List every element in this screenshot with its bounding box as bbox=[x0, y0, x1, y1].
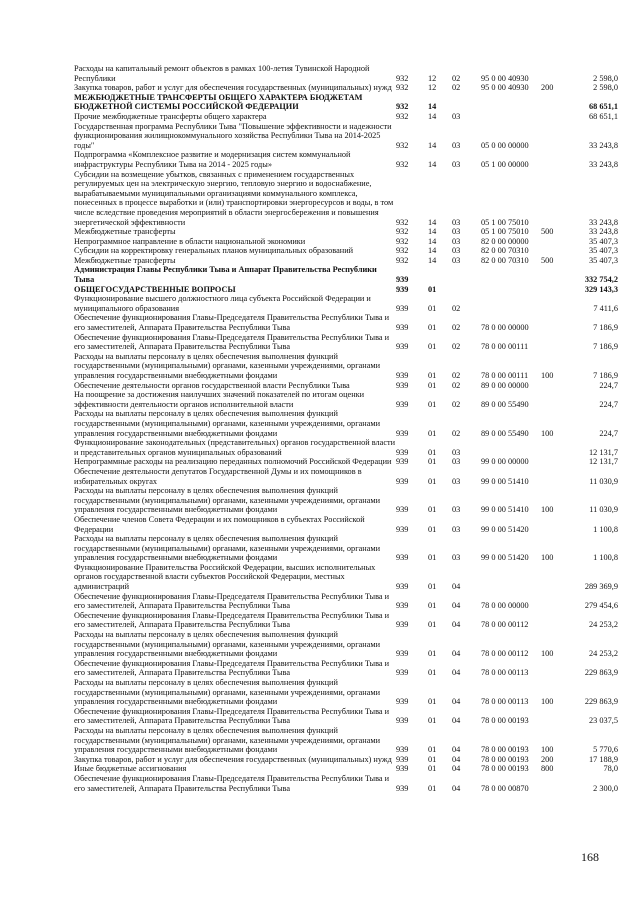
row-section: 14 bbox=[428, 111, 437, 121]
row-section: 01 bbox=[428, 716, 437, 726]
table-row bbox=[74, 534, 618, 563]
row-subsection bbox=[452, 93, 481, 112]
row-sum: 224,7 bbox=[599, 428, 618, 438]
row-grbs: 932 bbox=[396, 140, 409, 150]
row-subsection bbox=[452, 265, 481, 284]
row-section: 01 bbox=[428, 582, 437, 592]
row-sum: 17 188,9 bbox=[588, 754, 618, 764]
row-grbs: 939 bbox=[396, 553, 409, 563]
row-expense-type bbox=[541, 515, 569, 534]
row-subsection: 02 bbox=[452, 303, 461, 313]
table-row bbox=[74, 313, 618, 332]
table-row bbox=[74, 256, 618, 266]
row-subsection: 04 bbox=[452, 697, 461, 707]
row-target-article: 05 1 00 00000 bbox=[481, 159, 529, 169]
row-subsection: 03 bbox=[452, 159, 461, 169]
row-subsection: 03 bbox=[452, 111, 461, 121]
page-number: 168 bbox=[581, 850, 599, 864]
table-row bbox=[74, 592, 618, 611]
row-name: Расходы на выплаты персоналу в целях обеспечения выполнения функций государственными (муниципальными) органами, казенными учреждениями, органами управления государственными внебюджетными фондами bbox=[74, 486, 381, 515]
row-grbs: 939 bbox=[396, 620, 409, 630]
row-subsection: 03 bbox=[452, 524, 461, 534]
row-target-article: 78 0 00 00112 bbox=[481, 649, 529, 659]
row-target-article bbox=[481, 294, 541, 313]
row-sum: 33 243,8 bbox=[588, 217, 618, 227]
row-name: Закупка товаров, работ и услуг для обеспечения государственных (муниципальных) нужд bbox=[74, 83, 392, 93]
row-sum: 12 131,7 bbox=[588, 457, 618, 467]
row-expense-type bbox=[541, 438, 569, 457]
row-section: 01 bbox=[428, 697, 437, 707]
row-target-article: 78 0 00 00193 bbox=[481, 754, 529, 764]
row-sum: 7 186,9 bbox=[593, 371, 618, 380]
row-sum: 12 131,7 bbox=[588, 447, 618, 457]
row-name: Обеспечение функционирования Главы-Председателя Правительства Республики Тыва и его заместителей, Аппарата Правительства Республики Тыва bbox=[74, 591, 390, 611]
row-expense-type bbox=[541, 265, 569, 284]
table-row bbox=[74, 150, 618, 169]
row-grbs: 939 bbox=[396, 697, 409, 707]
row-target-article: 89 0 00 55490 bbox=[481, 399, 529, 409]
row-subsection: 03 bbox=[452, 236, 461, 246]
budget-table-body bbox=[74, 64, 618, 793]
row-section: 12 bbox=[428, 83, 437, 93]
row-expense-type bbox=[541, 467, 569, 486]
row-subsection: 04 bbox=[452, 745, 461, 755]
row-target-article bbox=[481, 93, 541, 112]
table-row bbox=[74, 659, 618, 678]
row-grbs: 939 bbox=[396, 275, 409, 285]
row-expense-type bbox=[541, 390, 569, 409]
row-section: 01 bbox=[428, 284, 437, 294]
row-grbs: 939 bbox=[396, 428, 409, 438]
row-target-article: 78 0 00 00193 bbox=[481, 764, 529, 774]
row-section: 01 bbox=[428, 764, 437, 774]
table-row bbox=[74, 764, 618, 774]
row-name: Государственная программа Республики Тыва "Повышение эффективности и надежности функционирования жилищнокоммунального хозяйства Республики Тыва на 2014-2025 годы" bbox=[74, 121, 392, 150]
row-sum: 332 754,2 bbox=[584, 275, 618, 285]
table-row bbox=[74, 122, 618, 151]
row-expense-type bbox=[541, 285, 569, 295]
row-expense-type: 100 bbox=[541, 697, 554, 707]
row-section: 14 bbox=[428, 236, 437, 246]
row-expense-type bbox=[541, 774, 569, 793]
row-grbs: 939 bbox=[396, 284, 409, 294]
table-row bbox=[74, 630, 618, 659]
row-section: 14 bbox=[428, 217, 437, 227]
row-name: Расходы на выплаты персоналу в целях обеспечения выполнения функций государственными (муниципальными) органами, казенными учреждениями, органами управления государственными внебюджетными фондами bbox=[74, 630, 381, 659]
row-subsection: 04 bbox=[452, 601, 461, 611]
row-grbs: 939 bbox=[396, 716, 409, 726]
row-expense-type: 100 bbox=[541, 371, 554, 380]
row-name: Непрограммные расходы на реализацию переданных полномочий Российской Федерации bbox=[74, 457, 392, 467]
row-target-article: 89 0 00 55490 bbox=[481, 428, 529, 438]
row-name: Обеспечение функционирования Главы-Председателя Правительства Республики Тыва и его заместителей, Аппарата Правительства Республики Тыва bbox=[74, 332, 390, 352]
table-row bbox=[74, 237, 618, 247]
row-section: 01 bbox=[428, 428, 437, 438]
row-sum: 289 369,9 bbox=[584, 582, 618, 592]
table-row bbox=[74, 390, 618, 409]
table-row bbox=[74, 563, 618, 592]
row-subsection: 02 bbox=[452, 428, 461, 438]
row-name: Обеспечение деятельности депутатов Государственной Думы и их помощников в избирательных округах bbox=[74, 466, 362, 486]
row-grbs: 932 bbox=[396, 83, 409, 93]
row-target-article: 89 0 00 00000 bbox=[481, 380, 529, 390]
row-target-article: 99 0 00 51410 bbox=[481, 505, 529, 515]
row-section: 01 bbox=[428, 783, 437, 793]
row-section: 14 bbox=[428, 227, 437, 237]
row-section: 01 bbox=[428, 371, 437, 380]
row-subsection: 03 bbox=[452, 457, 461, 467]
row-subsection: 02 bbox=[452, 73, 461, 83]
row-grbs: 932 bbox=[396, 73, 409, 83]
row-grbs: 939 bbox=[396, 399, 409, 409]
table-row bbox=[74, 93, 618, 112]
row-expense-type: 200 bbox=[541, 83, 554, 93]
row-target-article: 95 0 00 40930 bbox=[481, 73, 529, 83]
row-expense-type: 100 bbox=[541, 553, 554, 563]
row-sum: 5 770,6 bbox=[593, 745, 618, 755]
row-grbs: 939 bbox=[396, 371, 409, 380]
row-section: 01 bbox=[428, 399, 437, 409]
table-row bbox=[74, 678, 618, 707]
table-row bbox=[74, 755, 618, 765]
row-expense-type bbox=[541, 237, 569, 247]
row-sum: 7 186,9 bbox=[593, 342, 618, 352]
row-target-article: 78 0 00 00000 bbox=[481, 323, 529, 333]
table-row bbox=[74, 83, 618, 93]
row-name: Расходы на выплаты персоналу в целях обеспечения выполнения функций государственными (муниципальными) органами, казенными учреждениями, органами управления государственными внебюджетными фондами bbox=[74, 678, 381, 707]
row-target-article: 95 0 00 40930 bbox=[481, 83, 529, 93]
row-grbs: 932 bbox=[396, 246, 409, 256]
row-name: Межбюджетные трансферты bbox=[74, 255, 176, 265]
row-section: 01 bbox=[428, 601, 437, 611]
row-section: 14 bbox=[428, 159, 437, 169]
row-subsection: 04 bbox=[452, 620, 461, 630]
row-target-article: 99 0 00 00000 bbox=[481, 457, 529, 467]
row-expense-type bbox=[541, 64, 569, 83]
row-section: 01 bbox=[428, 457, 437, 467]
row-expense-type bbox=[541, 112, 569, 122]
row-section: 01 bbox=[428, 754, 437, 764]
row-name: Субсидии на корректировку генеральных планов муниципальных образований bbox=[74, 246, 354, 256]
row-sum: 33 243,8 bbox=[588, 159, 618, 169]
row-grbs: 939 bbox=[396, 668, 409, 678]
row-target-article: 99 0 00 51410 bbox=[481, 476, 529, 486]
row-section: 12 bbox=[428, 73, 437, 83]
row-grbs: 939 bbox=[396, 380, 409, 390]
row-name: Расходы на выплаты персоналу в целях обеспечения выполнения функций государственными (муниципальными) органами, казенными учреждениями, органами управления государственными внебюджетными фондами bbox=[74, 725, 381, 755]
row-section: 01 bbox=[428, 620, 437, 630]
row-subsection: 03 bbox=[452, 447, 461, 457]
row-expense-type bbox=[541, 563, 569, 592]
row-section: 14 bbox=[428, 255, 437, 265]
row-expense-type bbox=[541, 150, 569, 169]
row-target-article: 78 0 00 00113 bbox=[481, 697, 529, 707]
row-subsection: 04 bbox=[452, 668, 461, 678]
row-section: 01 bbox=[428, 342, 437, 352]
row-sum: 279 454,6 bbox=[584, 601, 618, 611]
row-name: Расходы на капитальный ремонт объектов в рамках 100-летия Тувинской Народной Республики bbox=[74, 64, 370, 83]
row-expense-type bbox=[541, 122, 569, 151]
row-grbs: 932 bbox=[396, 255, 409, 265]
row-subsection: 04 bbox=[452, 783, 461, 793]
row-section: 01 bbox=[428, 524, 437, 534]
row-target-article: 78 0 00 00193 bbox=[481, 716, 529, 726]
row-section: 01 bbox=[428, 380, 437, 390]
row-section: 01 bbox=[428, 668, 437, 678]
row-subsection: 04 bbox=[452, 764, 461, 774]
row-sum: 24 253,2 bbox=[588, 620, 618, 630]
row-grbs: 939 bbox=[396, 754, 409, 764]
row-sum: 35 407,3 bbox=[588, 236, 618, 246]
table-row bbox=[74, 438, 618, 457]
row-section: 01 bbox=[428, 303, 437, 313]
row-sum: 23 037,5 bbox=[588, 716, 618, 726]
row-grbs: 939 bbox=[396, 447, 409, 457]
table-row bbox=[74, 707, 618, 726]
row-name: Иные бюджетные ассигнования bbox=[74, 764, 187, 774]
row-subsection: 03 bbox=[452, 476, 461, 486]
row-sum: 2 598,0 bbox=[593, 83, 618, 93]
table-row bbox=[74, 265, 618, 284]
row-subsection: 03 bbox=[452, 217, 461, 227]
row-target-article: 05 0 00 00000 bbox=[481, 140, 529, 150]
row-grbs: 939 bbox=[396, 342, 409, 352]
row-grbs: 939 bbox=[396, 524, 409, 534]
table-row bbox=[74, 246, 618, 256]
row-sum: 1 100,8 bbox=[593, 553, 618, 563]
row-name: Расходы на выплаты персоналу в целях обеспечения выполнения функций государственными (муниципальными) органами, казенными учреждениями, органами управления государственными внебюджетными фондами bbox=[74, 409, 381, 438]
row-subsection: 02 bbox=[452, 323, 461, 333]
table-row bbox=[74, 467, 618, 486]
row-sum: 11 030,9 bbox=[589, 476, 618, 486]
row-name: Подпрограмма «Комплексное развитие и модернизация систем коммунальной инфраструктуры Республики Тыва на 2014 - 2025 годы» bbox=[74, 150, 351, 169]
row-sum: 7 186,9 bbox=[593, 323, 618, 333]
row-grbs: 939 bbox=[396, 582, 409, 592]
table-row bbox=[74, 285, 618, 295]
row-target-article: 99 0 00 51420 bbox=[481, 553, 529, 563]
row-name: Непрограммное направление в области национальной экономики bbox=[74, 236, 306, 246]
row-section: 01 bbox=[428, 649, 437, 659]
row-name: Межбюджетные трансферты bbox=[74, 227, 176, 237]
row-expense-type bbox=[541, 246, 569, 256]
table-row bbox=[74, 774, 618, 793]
row-sum: 224,7 bbox=[599, 399, 618, 409]
row-subsection bbox=[452, 285, 481, 295]
row-name: Функционирование высшего должностного лица субъекта Российской Федерации и муниципального образования bbox=[74, 294, 371, 313]
row-grbs: 939 bbox=[396, 476, 409, 486]
row-sum: 68 651,1 bbox=[588, 111, 618, 121]
row-target-article: 78 0 00 00111 bbox=[481, 342, 529, 352]
row-expense-type: 800 bbox=[541, 764, 554, 774]
row-name: Закупка товаров, работ и услуг для обеспечения государственных (муниципальных) нужд bbox=[74, 754, 392, 764]
row-grbs: 939 bbox=[396, 457, 409, 467]
row-subsection: 03 bbox=[452, 227, 461, 237]
row-expense-type: 100 bbox=[541, 745, 554, 755]
row-subsection: 04 bbox=[452, 582, 461, 592]
row-name: Расходы на выплаты персоналу в целях обеспечения выполнения функций государственными (муниципальными) органами, казенными учреждениями, органами управления государственными внебюджетными фондами bbox=[74, 534, 381, 563]
row-sum: 68 651,1 bbox=[588, 102, 618, 112]
row-target-article: 99 0 00 51420 bbox=[481, 524, 529, 534]
row-subsection: 04 bbox=[452, 649, 461, 659]
row-sum: 229 863,9 bbox=[584, 697, 618, 707]
row-subsection: 02 bbox=[452, 380, 461, 390]
row-target-article: 78 0 00 00112 bbox=[481, 620, 529, 630]
row-grbs: 939 bbox=[396, 745, 409, 755]
row-name: Обеспечение функционирования Главы-Председателя Правительства Республики Тыва и его заместителей, Аппарата Правительства Республики Тыва bbox=[74, 313, 390, 333]
row-grbs: 939 bbox=[396, 783, 409, 793]
row-name: Обеспечение функционирования Главы-Председателя Правительства Республики Тыва и его заместителей, Аппарата Правительства Республики Тыва bbox=[74, 706, 390, 726]
table-row bbox=[74, 227, 618, 237]
row-subsection: 03 bbox=[452, 246, 461, 256]
row-target-article: 78 0 00 00113 bbox=[481, 668, 529, 678]
row-name: Обеспечение функционирования Главы-Председателя Правительства Республики Тыва и его заместителей, Аппарата Правительства Республики Тыва bbox=[74, 658, 390, 678]
row-target-article: 78 0 00 00111 bbox=[481, 371, 529, 380]
row-grbs: 932 bbox=[396, 159, 409, 169]
row-sum: 224,7 bbox=[599, 380, 618, 390]
row-expense-type bbox=[541, 294, 569, 313]
row-name: ОБЩЕГОСУДАРСТВЕННЫЕ ВОПРОСЫ bbox=[74, 284, 236, 294]
row-target-article: 78 0 00 00193 bbox=[481, 745, 529, 755]
row-target-article bbox=[481, 438, 541, 457]
table-row bbox=[74, 352, 618, 381]
row-subsection: 03 bbox=[452, 505, 461, 515]
table-row bbox=[74, 409, 618, 438]
table-row bbox=[74, 457, 618, 467]
row-grbs: 939 bbox=[396, 323, 409, 333]
row-sum: 2 300,0 bbox=[593, 783, 618, 793]
row-expense-type bbox=[541, 313, 569, 332]
row-target-article: 05 1 00 75010 bbox=[481, 227, 529, 237]
table-row bbox=[74, 294, 618, 313]
row-grbs: 939 bbox=[396, 764, 409, 774]
table-row bbox=[74, 515, 618, 534]
row-sum: 24 253,2 bbox=[588, 649, 618, 659]
row-grbs: 939 bbox=[396, 303, 409, 313]
row-expense-type bbox=[541, 457, 569, 467]
row-subsection: 04 bbox=[452, 754, 461, 764]
row-sum: 33 243,8 bbox=[588, 227, 618, 237]
row-expense-type bbox=[541, 93, 569, 112]
row-section bbox=[428, 265, 452, 284]
row-name: Расходы на выплаты персоналу в целях обеспечения выполнения функций государственными (муниципальными) органами, казенными учреждениями, органами управления государственными внебюджетными фондами bbox=[74, 351, 381, 380]
row-subsection: 03 bbox=[452, 553, 461, 563]
row-sum: 35 407,3 bbox=[588, 246, 618, 256]
row-grbs: 939 bbox=[396, 505, 409, 515]
row-name: Обеспечение функционирования Главы-Председателя Правительства Республики Тыва и его заместителей, Аппарата Правительства Республики Тыва bbox=[74, 610, 390, 630]
row-sum: 7 411,6 bbox=[593, 303, 618, 313]
row-name: Обеспечение деятельности органов государственной власти Республики Тыва bbox=[74, 380, 350, 390]
row-sum: 33 243,8 bbox=[588, 140, 618, 150]
row-grbs: 932 bbox=[396, 227, 409, 237]
row-expense-type bbox=[541, 611, 569, 630]
row-target-article bbox=[481, 285, 541, 295]
table-row bbox=[74, 381, 618, 391]
table-row bbox=[74, 611, 618, 630]
row-section: 14 bbox=[428, 246, 437, 256]
row-target-article: 78 0 00 00000 bbox=[481, 601, 529, 611]
row-sum: 1 100,8 bbox=[593, 524, 618, 534]
row-expense-type bbox=[541, 592, 569, 611]
row-name: Субсидии на возмещение убытков, связанных с применением государственных регулируемых цен на электрическую энергию, тепловую энергию и водоснабжение, вырабатываемыми муниципальными организациями коммунального комплекса, понесенных в процессе выработки и (или) транспортировки энергоресурсов и воды, в том числе вследствие проведения мероприятий в области энергосбережения и повышения энергетической эффективности bbox=[74, 169, 394, 227]
row-grbs: 932 bbox=[396, 102, 409, 112]
row-expense-type: 200 bbox=[541, 754, 554, 764]
row-section: 01 bbox=[428, 476, 437, 486]
row-section: 14 bbox=[428, 102, 437, 112]
row-name: Обеспечение функционирования Главы-Председателя Правительства Республики Тыва и его заместителей, Аппарата Правительства Республики Тыва bbox=[74, 773, 390, 793]
row-subsection: 02 bbox=[452, 342, 461, 352]
row-expense-type: 100 bbox=[541, 428, 554, 438]
row-expense-type: 100 bbox=[541, 649, 554, 659]
row-section: 01 bbox=[428, 323, 437, 333]
row-expense-type: 500 bbox=[541, 255, 554, 265]
row-name: На поощрение за достижения наилучших значений показателей по итогам оценки эффективности деятельности органов исполнительной власти bbox=[74, 390, 365, 409]
row-subsection: 02 bbox=[452, 83, 461, 93]
row-expense-type bbox=[541, 170, 569, 228]
row-subsection: 04 bbox=[452, 716, 461, 726]
row-name: Функционирование законодательных (представительных) органов государственной власти и представительных органов муниципальных образований bbox=[74, 438, 396, 457]
row-sum: 78,0 bbox=[603, 764, 618, 774]
row-subsection: 02 bbox=[452, 371, 461, 380]
table-row bbox=[74, 333, 618, 352]
row-name: Администрация Главы Республики Тыва и Аппарат Правительства Республики Тыва bbox=[74, 265, 377, 285]
row-sum: 229 863,9 bbox=[584, 668, 618, 678]
row-section: 01 bbox=[428, 553, 437, 563]
table-row bbox=[74, 64, 618, 83]
table-row bbox=[74, 112, 618, 122]
row-target-article bbox=[481, 563, 541, 592]
row-grbs: 932 bbox=[396, 217, 409, 227]
row-grbs: 932 bbox=[396, 236, 409, 246]
row-sum: 11 030,9 bbox=[589, 505, 618, 515]
row-expense-type bbox=[541, 333, 569, 352]
row-expense-type bbox=[541, 659, 569, 678]
row-sum: 35 407,3 bbox=[588, 255, 618, 265]
row-subsection: 02 bbox=[452, 399, 461, 409]
row-grbs: 939 bbox=[396, 601, 409, 611]
table-row bbox=[74, 170, 618, 228]
row-target-article: 78 0 00 00870 bbox=[481, 783, 529, 793]
row-section: 01 bbox=[428, 505, 437, 515]
row-grbs: 939 bbox=[396, 649, 409, 659]
row-name: Обеспечение членов Совета Федерации и их помощников в субъектах Российской Федерации bbox=[74, 514, 365, 534]
row-sum: 2 598,0 bbox=[593, 73, 618, 83]
row-expense-type: 500 bbox=[541, 227, 554, 237]
row-expense-type bbox=[541, 707, 569, 726]
row-name: Прочие межбюджетные трансферты общего характера bbox=[74, 111, 267, 121]
row-target-article: 05 1 00 75010 bbox=[481, 217, 529, 227]
row-subsection: 03 bbox=[452, 255, 461, 265]
row-target-article bbox=[481, 265, 541, 284]
row-grbs: 932 bbox=[396, 111, 409, 121]
row-target-article: 82 0 00 70310 bbox=[481, 255, 529, 265]
budget-table bbox=[74, 64, 618, 793]
row-target-article: 82 0 00 70310 bbox=[481, 246, 529, 256]
row-subsection: 03 bbox=[452, 140, 461, 150]
row-target-article bbox=[481, 112, 541, 122]
row-expense-type: 100 bbox=[541, 505, 554, 515]
row-section: 14 bbox=[428, 140, 437, 150]
table-row bbox=[74, 726, 618, 755]
row-target-article: 82 0 00 00000 bbox=[481, 236, 529, 246]
row-name: МЕЖБЮДЖЕТНЫЕ ТРАНСФЕРТЫ ОБЩЕГО ХАРАКТЕРА БЮДЖЕТАМ БЮДЖЕТНОЙ СИСТЕМЫ РОССИЙСКОЙ ФЕДЕРАЦИИ bbox=[74, 92, 363, 112]
row-sum: 329 143,3 bbox=[584, 284, 618, 294]
row-section: 01 bbox=[428, 447, 437, 457]
row-expense-type bbox=[541, 381, 569, 391]
table-row bbox=[74, 486, 618, 515]
row-section: 01 bbox=[428, 745, 437, 755]
row-name: Функционирование Правительства Российской Федерации, высших исполнительных органов государственной власти субъектов Российской Федерации, местных администраций bbox=[74, 562, 376, 592]
